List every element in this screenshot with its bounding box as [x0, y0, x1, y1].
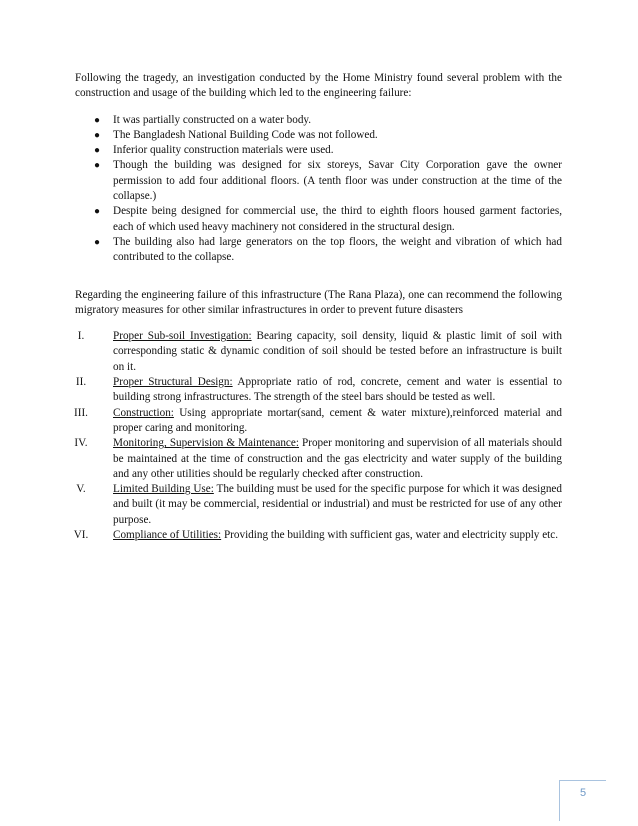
bullet-icon: ●: [93, 236, 101, 248]
measure-text: Proper monitoring and supervision of all materials should be maintained at the time of construction and the gas electricity and water supply of the building and any other utilities should be regularly checked after construction.: [113, 437, 562, 480]
bullet-icon: ●: [93, 114, 101, 126]
measure-title: Limited Building Use:: [113, 483, 214, 496]
measure-item: [75, 375, 562, 406]
list-item-text: Despite being designed for commercial use, the third to eighth floors housed garment factories, each of which used heavy machinery not considered in the structural design.: [113, 205, 562, 233]
measure-number: II.: [75, 376, 87, 389]
measure-text: Bearing capacity, soil density, liquid & plastic limit of soil with corresponding static & dynamic condition of soil should be tested before an infrastructure is built on it.: [113, 330, 562, 373]
list-item-text: It was partially constructed on a water body.: [113, 113, 312, 126]
measure-title: Proper Structural Design:: [113, 376, 233, 389]
measure-number: I.: [77, 330, 85, 343]
measure-text: Appropriate ratio of rod, concrete, cement and water is essential to building strong infrastructures. The strength of the steel bars should be tested as well.: [113, 376, 562, 404]
recommendation-intro: Regarding the engineering failure of this infrastructure (The Rana Plaza), one can recommend the following migratory measures for other similar infrastructures in order to prevent future disasters: [75, 288, 562, 316]
intro-paragraph: Following the tragedy, an investigation conducted by the Home Ministry found several problem with the construction and usage of the building which led to the engineering failure:: [75, 72, 562, 100]
list-item: [75, 128, 562, 143]
bullet-icon: ●: [93, 206, 101, 218]
list-item-text: The building also had large generators on the top floors, the weight and vibration of which had contributed to the collapse.: [113, 235, 562, 264]
measure-text: Providing the building with sufficient gas, water and electricity supply etc.: [221, 529, 559, 542]
section-spacer: [75, 266, 562, 288]
measures-list: [75, 329, 562, 543]
bullet-icon: ●: [93, 145, 101, 157]
list-item: [75, 235, 562, 266]
measure-text: Using appropriate mortar(sand, cement & water mixture),reinforced material and proper caring and monitoring.: [113, 406, 562, 434]
measure-title: Construction:: [113, 406, 174, 419]
list-item: [75, 143, 562, 158]
measure-item: [75, 406, 562, 437]
measure-item: [75, 482, 562, 528]
problem-list: [75, 113, 562, 266]
measure-title: Proper Sub-soil Investigation:: [113, 330, 252, 343]
measure-number: VI.: [73, 529, 89, 542]
page-number: 5: [579, 787, 587, 799]
measure-item: [75, 436, 562, 482]
list-item-text: Though the building was designed for six storeys, Savar City Corporation gave the owner permission to add four additional floors. (A tenth floor was under construction at the time of the collapse.): [113, 159, 562, 203]
list-item-text: The Bangladesh National Building Code was not followed.: [113, 128, 378, 141]
page-number-box: [559, 780, 606, 821]
measure-item: [75, 329, 562, 375]
measure-number: III.: [74, 406, 88, 419]
list-item: [75, 113, 562, 128]
page-content: [75, 71, 562, 543]
measure-number: V.: [76, 483, 86, 496]
list-item: [75, 158, 562, 204]
measure-item: [75, 528, 562, 543]
list-item-text: Inferior quality construction materials were used.: [113, 144, 334, 157]
measure-title: Monitoring, Supervision & Maintenance:: [113, 437, 299, 450]
measure-number: IV.: [74, 437, 88, 450]
bullet-icon: ●: [93, 129, 101, 141]
bullet-icon: ●: [93, 160, 101, 172]
list-item: [75, 204, 562, 235]
measure-text: The building must be used for the specific purpose for which it was designed and built (it may be commercial, residential or industrial) and must be restricted for use of any other purpose.: [113, 483, 562, 526]
measure-title: Compliance of Utilities:: [113, 529, 222, 542]
